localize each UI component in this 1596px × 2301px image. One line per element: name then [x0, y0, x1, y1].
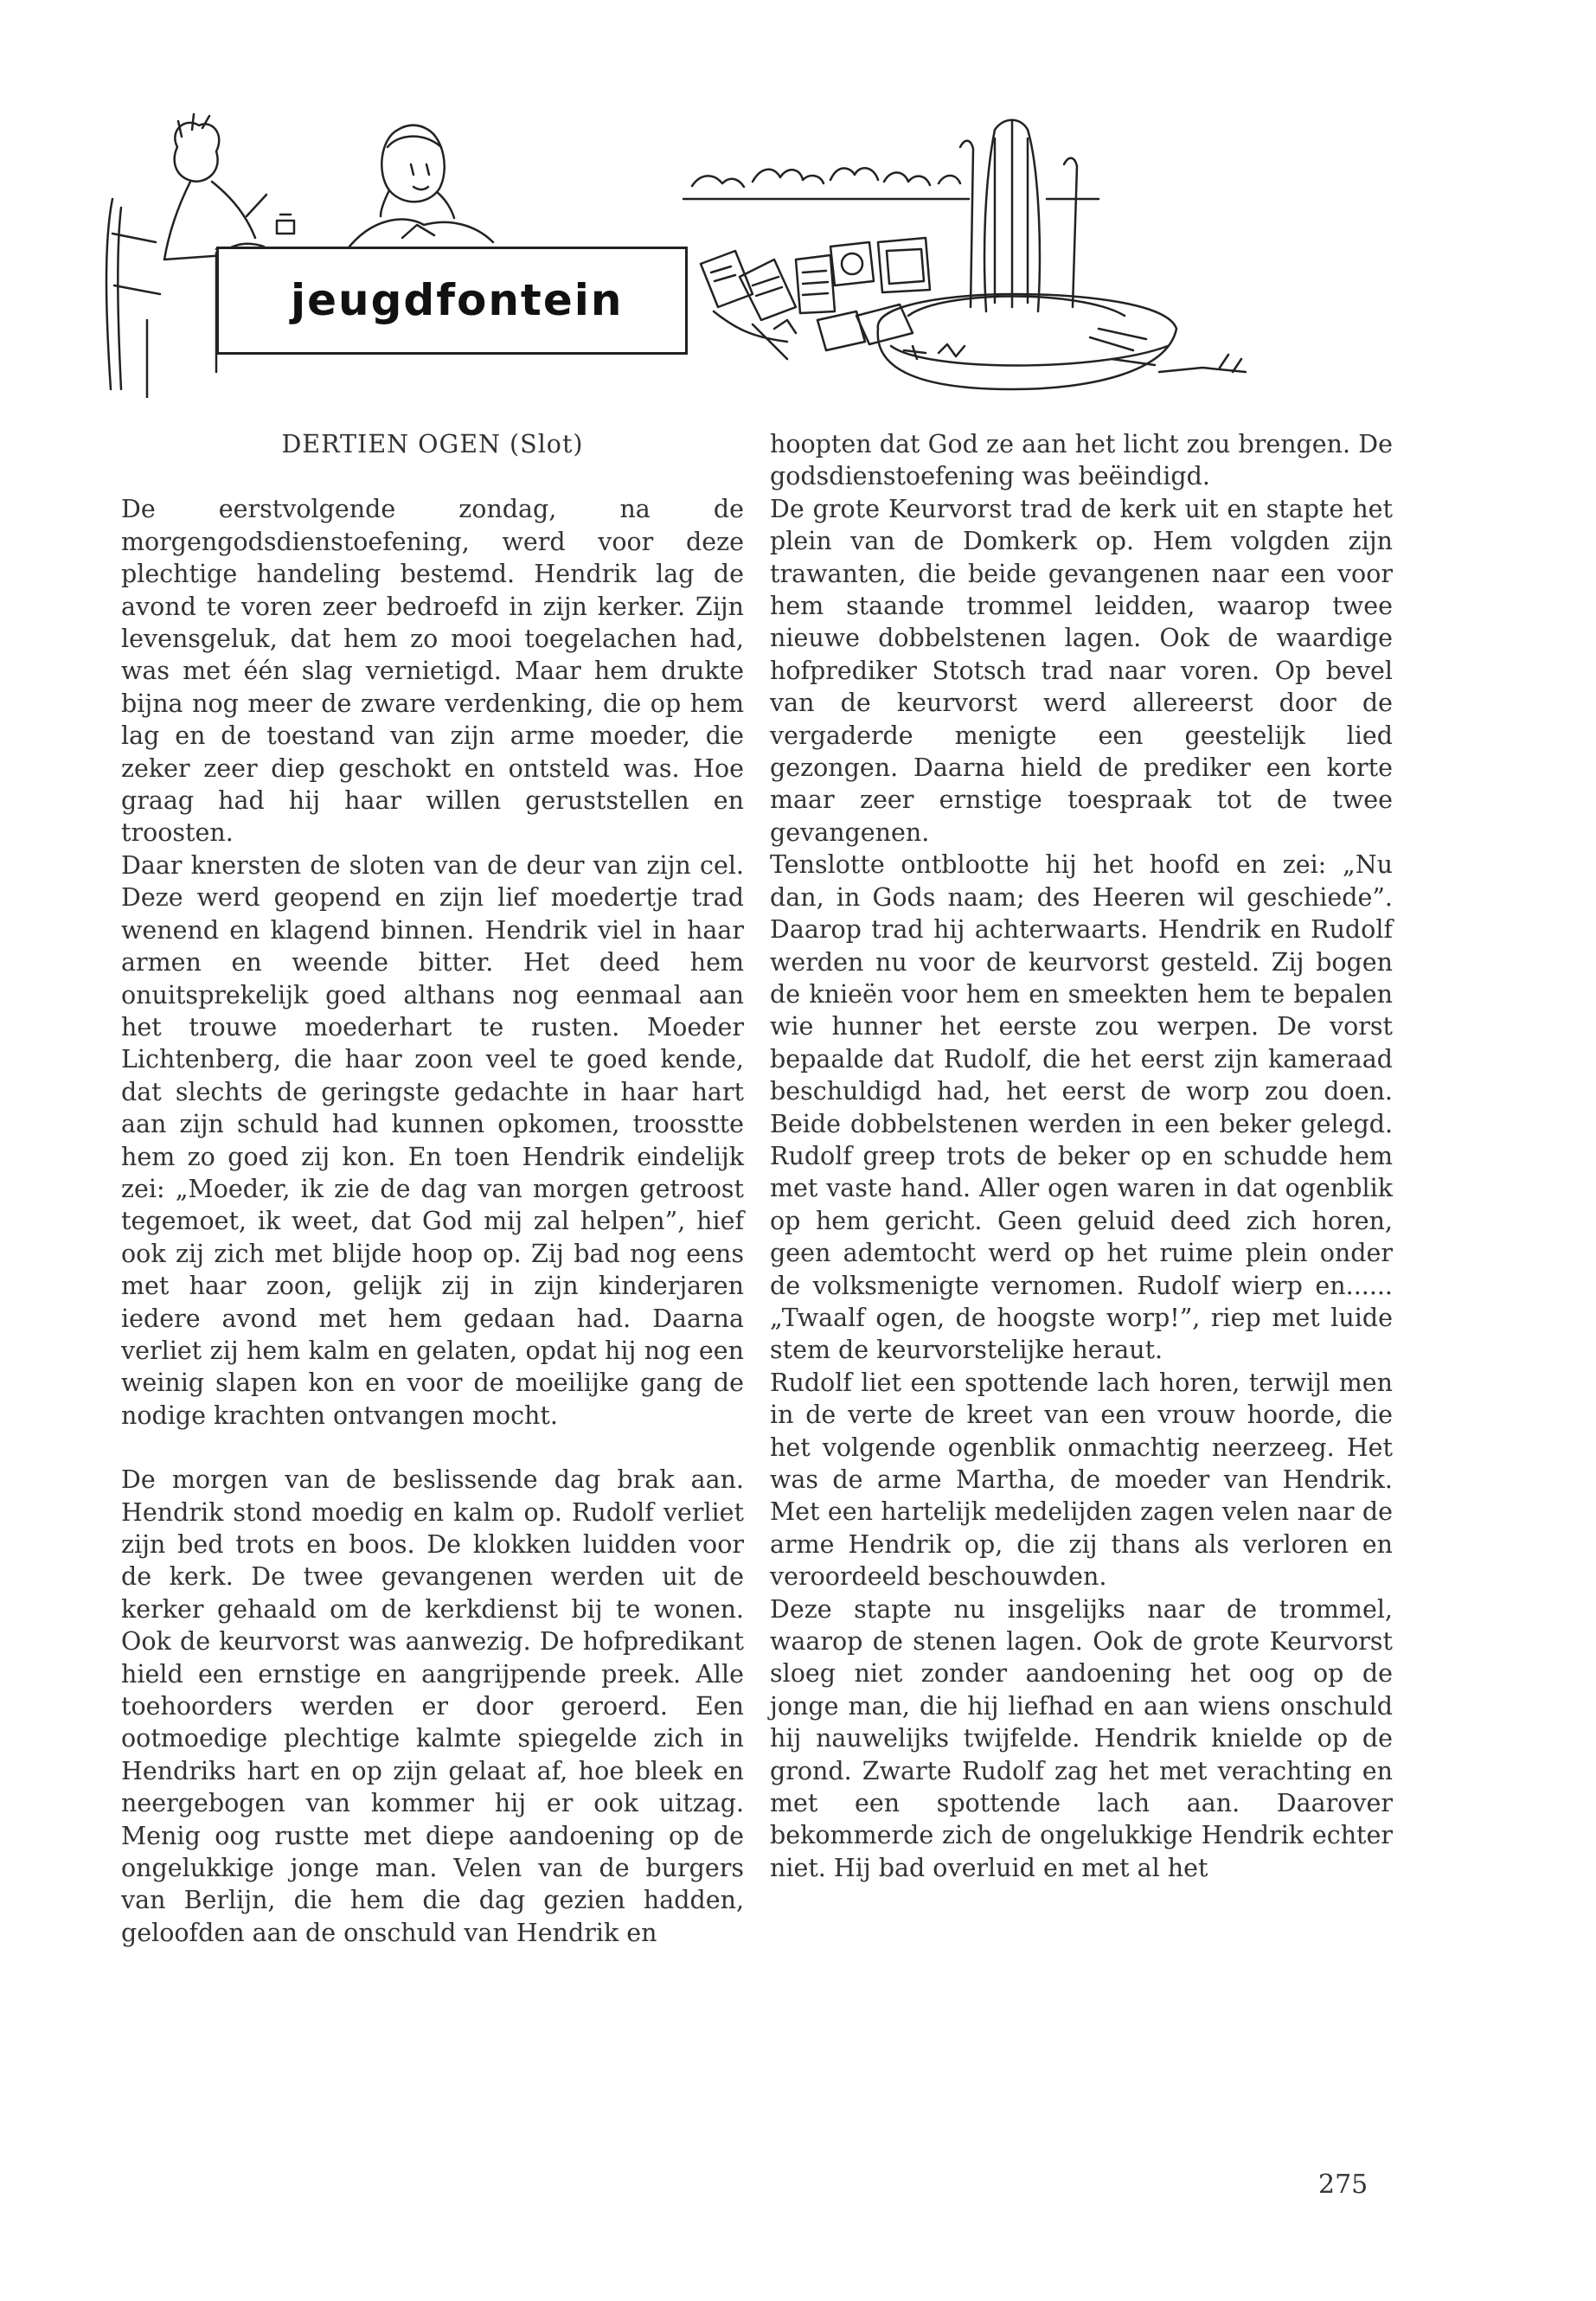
paragraph: Rudolf liet een spottende lach horen, terwijl men in de verte de kreet van een vrouw hoorde, die het volgende ogenblik onmachtig neerzeeg. Het was de arme Martha, de moeder van Hendrik. Met een hartelijk medelijden zagen velen naar de arme Hendrik op, die zij thans als verloren en veroordeeld beschouwden.: [770, 1368, 1393, 1592]
section-title: jeugdfontein: [291, 275, 624, 325]
article-title: DERTIEN OGEN (Slot): [281, 430, 584, 458]
paragraph: Deze stapte nu insgelijks naar de trommel, waarop de stenen lagen. Ook de grote Keurvorst sloeg niet zonder aandoening het oog op de jonge man, die hij liefhad en aan wiens onschuld hij nauwelijks twijfelde. Hendrik knielde op de grond. Zwarte Rudolf zag het met verachting en met een spottende lach aan. Daarover bekommerde zich de ongelukkige Hendrik echter niet. Hij bad overluid en met al het: [770, 1594, 1393, 1882]
left-column: [121, 428, 744, 1949]
paragraph: Daar knersten de sloten van de deur van zijn cel. Deze werd geopend en zijn lief moedertje trad wenend en klagend binnen. Hendrik viel in haar armen en weende bitter. Het deed hem onuitsprekelijk goed althans nog eenmaal aan het trouwe moederhart te rusten. Moeder Lichtenberg, die haar zoon veel te goed kende, dat slechts de geringste gedachte in haar hart aan zijn schuld had kunnen opkomen, troosstte hem zo goed zij kon. En toen Hendrik eindelijk zei: „Moeder, ik zie de dag van morgen getroost tegemoet, ik weet, dat God mij zal helpen”, hief ook zij zich met blijde hoop op. Zij bad nog eens met haar zoon, gelijk zij in zijn kinderjaren iedere avond met hem gedaan had. Daarna verliet zij hem kalm en gelaten, opdat hij nog een weinig slapen kon en voor de moeilijke gang de nodige krachten ontvangen mocht.: [121, 850, 744, 1430]
boy-sketch: [164, 114, 294, 260]
right-column: [770, 428, 1393, 1884]
paragraph: De grote Keurvorst trad de kerk uit en stapte het plein van de Domkerk op. Hem volgden zijn trawanten, die beide gevangenen naar een voor hem staande trommel leidden, waarop twee nieuwe dobbelstenen lagen. Ook de waardige hofprediker Stotsch trad naar voren. Op bevel van de keurvorst werd allereerst door de vergaderde menigte een geestelijk lied gezongen. Daarna hield de prediker een korte maar zeer ernstige toespraak tot de twee gevangenen.: [770, 494, 1393, 847]
chair-sketch: [106, 199, 160, 398]
paragraph: De morgen van de beslissende dag brak aan. Hendrik stond moedig en kalm op. Rudolf verliet zijn bed trots en boos. De klokken luidden voor de kerk. De twee gevangenen werden uit de kerker gehaald om de kerkdienst bij te wonen. Ook de keurvorst was aanwezig. De hofpredikant hield een ernstige en aangrijpende preek. Alle toehoorders werden er door geroerd. Een ootmoedige plechtige kalmte spiegelde zich in Hendriks hart en op zijn gelaat af, hoe bleek en neergebogen van kommer hij er ook uitzag. Menig oog rustte met diepe aandoening op de ongelukkige jonge man. Velen van de burgers van Berlijn, die hem die dag gezien hadden, geloofden aan de onschuld van Hendrik en: [121, 1465, 744, 1947]
page-number: 275: [1318, 2170, 1368, 2200]
photos-sketch: [701, 238, 965, 359]
girl-sketch: [346, 125, 502, 251]
paragraph: De eerstvolgende zondag, na de morgengodsdienstoefening, werd voor deze plechtige handeling bestemd. Hendrik lag de avond te voren zeer bedroefd in zijn kerker. Zijn levensgeluk, dat hem zo mooi toegelachen had, was met één slag vernietigd. Maar hem drukte bijna nog meer de zware verdenking, die op hem lag en de toestand van zijn arme moeder, die zeker zeer diep geschokt en ontsteld was. Hoe graag had hij haar willen geruststellen en troosten.: [121, 495, 744, 848]
paragraph: hoopten dat God ze aan het licht zou brengen. De godsdienstoefening was beëindigd.: [770, 430, 1393, 491]
fountain-sketch: [878, 120, 1246, 389]
paragraph: Tenslotte ontblootte hij het hoofd en zei: „Nu dan, in Gods naam; des Heeren wil geschiede”. Daarop trad hij achterwaarts. Hendrik en Rudolf werden nu voor de keurvorst gesteld. Zij bogen de knieën voor hem en smeekten hem te bepalen wie hunner het eerste zou werpen. De vorst bepaalde dat Rudolf, die het eerst zijn kameraad beschuldigd had, het eerst de worp zou doen. Beide dobbelstenen werden in een beker gelegd. Rudolf greep trots de beker op en schudde hem met vaste hand. Aller ogen waren in dat ogenblik op hem gericht. Geen geluid deed zich horen, geen ademtocht werd op het ruime plein onder de volksmenigte vernomen. Rudolf wierp en...... „Twaalf ogen, de hoogste worp!”, riep met luide stem de keurvorstelijke heraut.: [770, 850, 1393, 1365]
